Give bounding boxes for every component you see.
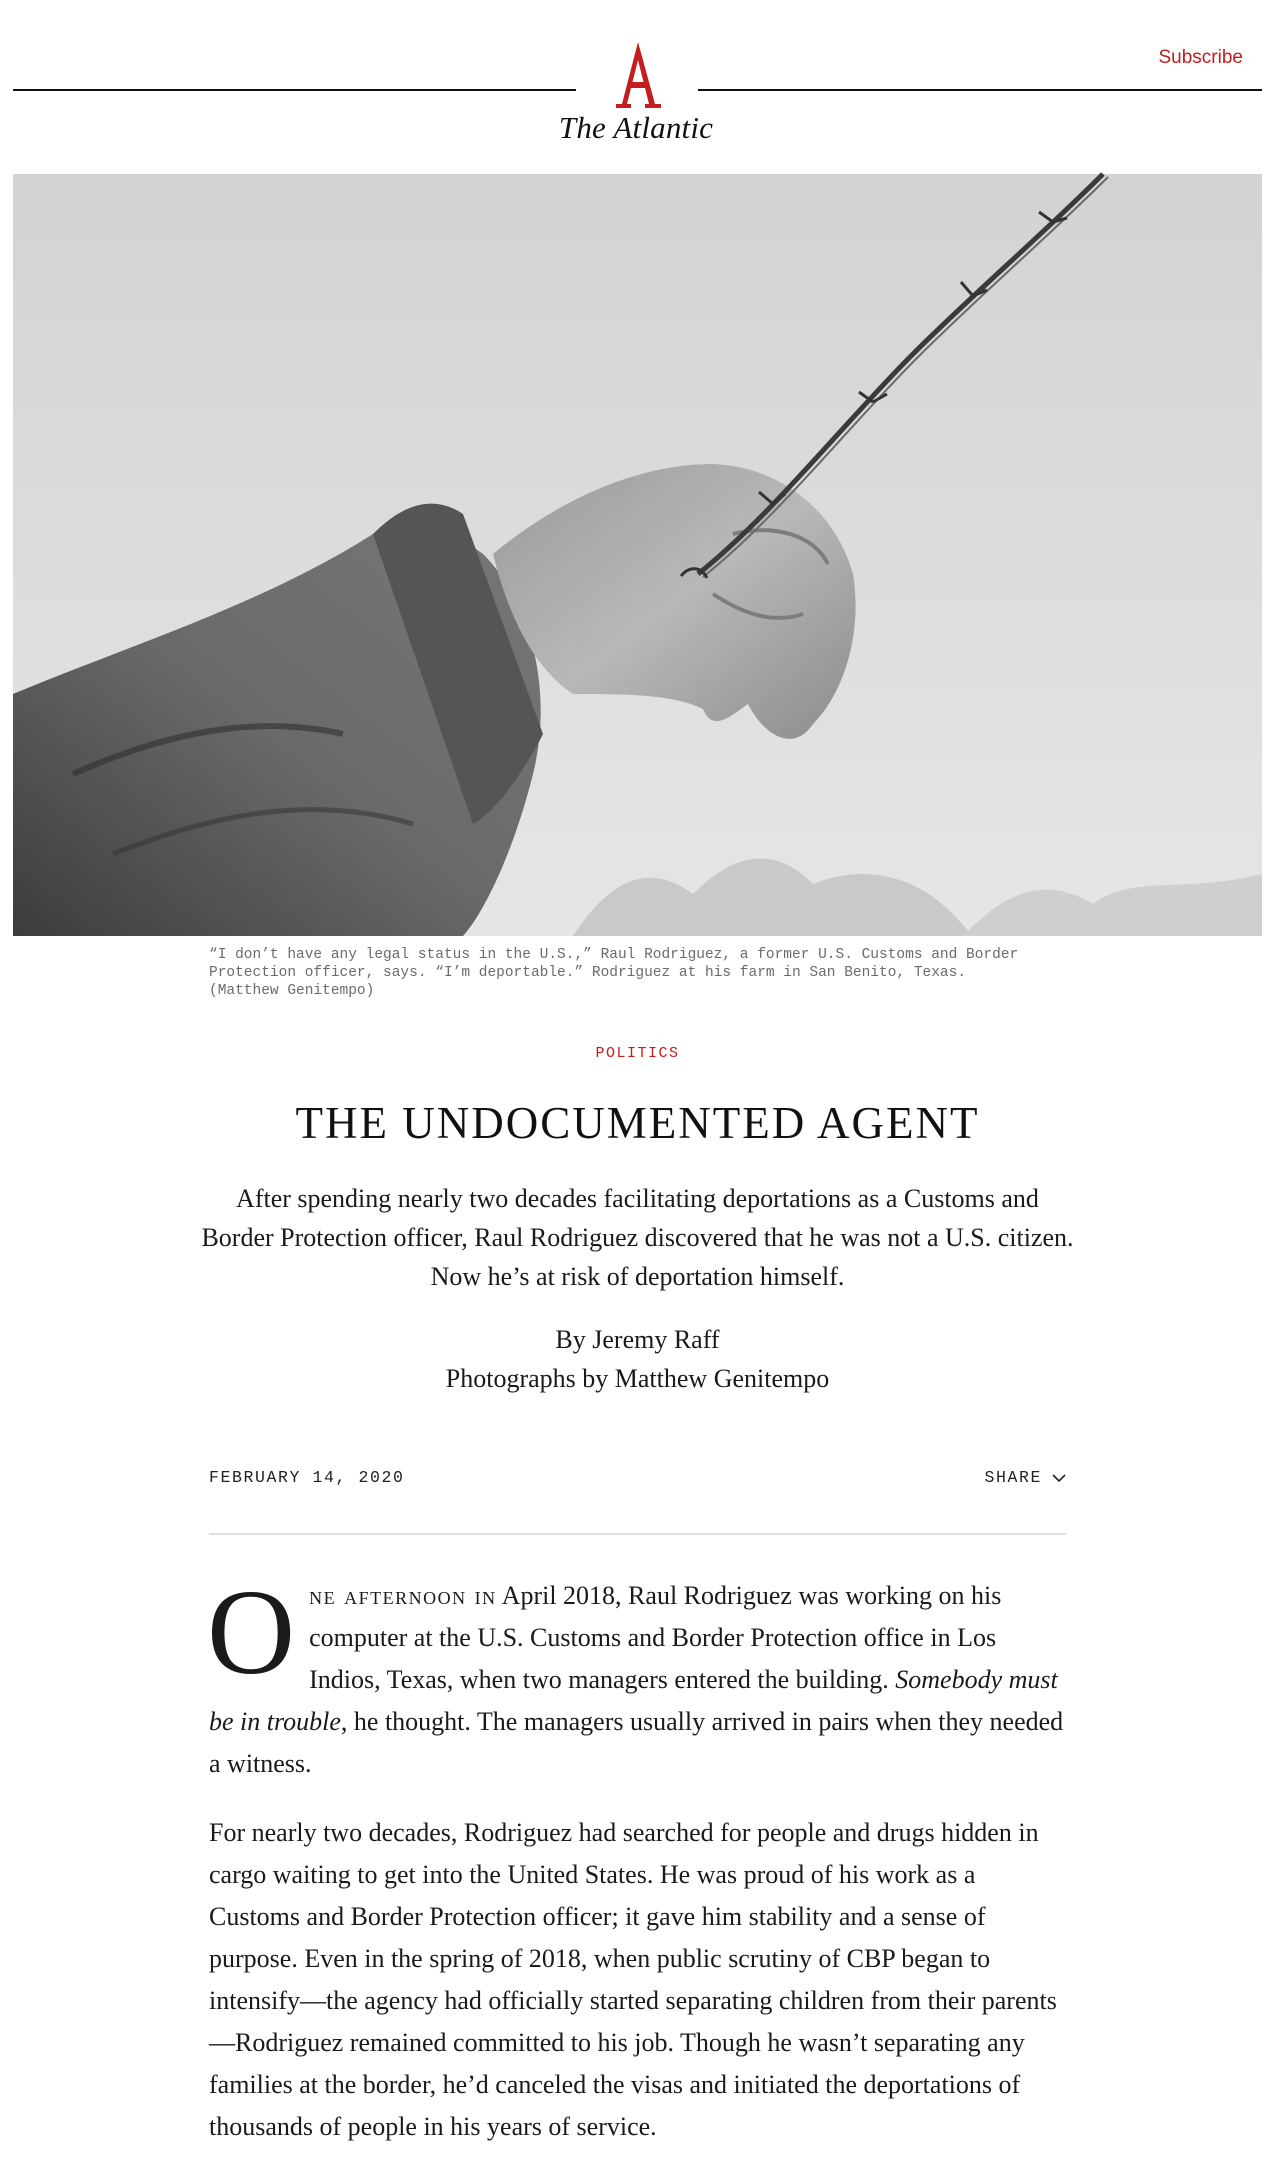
header-rule-right: [698, 89, 1262, 91]
divider: [209, 1533, 1066, 1535]
article-body: [207, 1565, 1066, 2175]
paragraph-2: For nearly two decades, Rodriguez had searched for people and drugs hidden in cargo waiting to get into the United States. He was proud of his work as a Customs and Border Protection officer; it gave him stability and a sense of purpose. Even in the spring of 2018, when public scrutiny of CBP began to intensify—the agency had officially started separating children from their parents—Rodriguez remained committed to his job. Though he wasn’t separating any families at the border, he’d canceled the visas and initiated the deportations of thousands of people in his years of service.: [209, 1818, 1057, 2141]
hero-caption: “I don’t have any legal status in the U.S.,” Raul Rodriguez, a former U.S. Customs and Border Protection officer, says. “I’m deportable.” Rodriguez at his farm in San Benito, Texas. (Matthew Genitempo): [209, 947, 1019, 999]
share-label: SHARE: [984, 1468, 1042, 1487]
header-rule-left: [13, 89, 576, 91]
article-meta: [209, 1468, 1066, 1498]
author-byline[interactable]: By Jeremy Raff: [555, 1325, 720, 1354]
photo-credit: Photographs by Matthew Genitempo: [445, 1364, 830, 1393]
paragraph-1-text-a: April 2018, Raul Rodriguez was working on his computer at the U.S. Customs and Border Protection office in Los Indios, Texas, when two managers entered the building.: [309, 1581, 1002, 1694]
atlantic-a-logo[interactable]: [612, 40, 664, 110]
chevron-down-icon: [1052, 1473, 1066, 1483]
paragraph-1: [207, 1565, 1066, 1785]
share-button[interactable]: [984, 1468, 1066, 1487]
section-label[interactable]: POLITICS: [595, 1045, 680, 1062]
logo-wordmark[interactable]: The Atlantic: [558, 110, 714, 145]
headline: THE UNDOCUMENTED AGENT: [295, 1098, 980, 1148]
publish-date: FEBRUARY 14, 2020: [209, 1468, 405, 1487]
drop-cap: O: [207, 1565, 296, 1700]
byline-block: [0, 1320, 1275, 1398]
subscribe-link[interactable]: Subscribe: [1158, 47, 1243, 68]
lead-in-smallcaps: ne afternoon in: [309, 1581, 497, 1610]
paragraph-1-italic: Somebody must be in trouble: [209, 1665, 1058, 1736]
paragraph-1-text-b: , he thought. The managers usually arrived in pairs when they needed a witness.: [209, 1707, 1064, 1778]
dek: After spending nearly two decades facilitating deportations as a Customs and Border Protection officer, Raul Rodriguez discovered that he was not a U.S. citizen. Now he’s at risk of deportation himself.: [201, 1184, 1074, 1291]
hero-image: [13, 174, 1262, 936]
